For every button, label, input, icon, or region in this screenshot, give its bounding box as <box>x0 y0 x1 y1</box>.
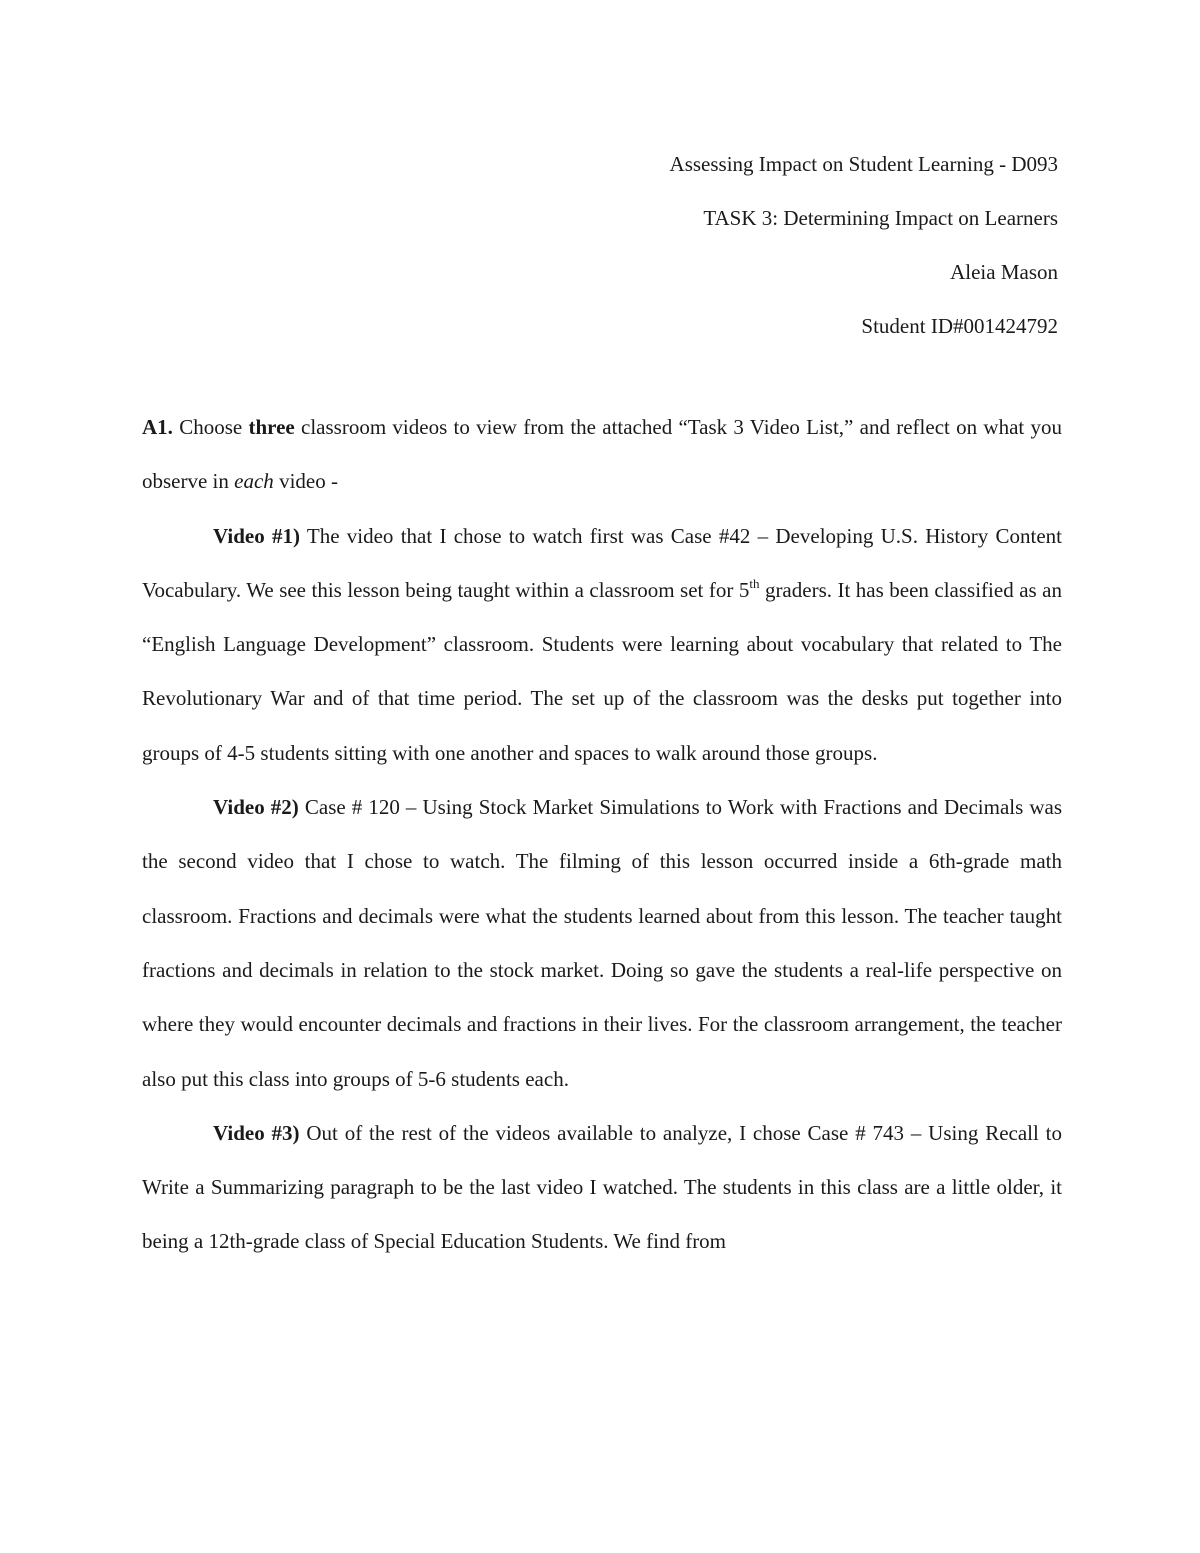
video1-label: Video #1) <box>213 523 300 548</box>
video3-text: Out of the rest of the videos available to analyze, I chose Case # 743 – Using Recall to Write a Summarizing paragraph to be the last video I watched. The students in this class are a little older, it being a 12th-grade class of Special Education Students. We find from <box>142 1120 1062 1254</box>
video2-label: Video #2) <box>213 795 299 820</box>
course-title: Assessing Impact on Student Learning - D093 <box>669 152 1058 176</box>
video1-text-a: The video that I chose to watch first was Case #42 – Developing U.S. History Content Vocabulary. We see this lesson being taught within a classroom set for 5 <box>142 523 1062 602</box>
prompt-italic-word: each <box>234 469 274 494</box>
document-body <box>142 400 1062 1269</box>
video3-paragraph <box>142 1106 1062 1269</box>
video2-paragraph <box>142 780 1062 1106</box>
prompt-paragraph <box>142 400 1062 509</box>
student-id: Student ID#001424792 <box>861 314 1058 338</box>
task-title: TASK 3: Determining Impact on Learners <box>703 206 1058 230</box>
document-header <box>358 137 1058 353</box>
prompt-label: A1. <box>142 415 173 439</box>
author-name: Aleia Mason <box>950 260 1058 284</box>
prompt-text-mid: classroom videos to view from the attached “Task 3 Video List,” and reflect on what you observe in <box>142 415 1062 494</box>
video1-paragraph <box>142 509 1062 780</box>
video2-text: Case # 120 – Using Stock Market Simulations to Work with Fractions and Decimals was the second video that I chose to watch. The filming of this lesson occurred inside a 6th-grade math classroom. Fractions and decimals were what the students learned about from this lesson. The teacher taught fractions and decimals in relation to the stock market. Doing so gave the students a real-life perspective on where they would encounter decimals and fractions in their lives. For the classroom arrangement, the teacher also put this class into groups of 5-6 students each. <box>142 795 1062 1091</box>
video3-label: Video #3) <box>213 1120 300 1145</box>
prompt-text-post: video - <box>273 469 338 494</box>
prompt-text-pre: Choose <box>172 415 249 439</box>
video1-text-b: graders. It has been classified as an “English Language Development” classroom. Students were learning about vocabulary that related to The Revolutionary War and of that time period. The set up of the classroom was the desks put together into groups of 4-5 students sitting with one another and spaces to walk around those groups. <box>142 577 1062 765</box>
video1-superscript: th <box>749 575 760 591</box>
prompt-bold-word: three <box>248 415 295 439</box>
